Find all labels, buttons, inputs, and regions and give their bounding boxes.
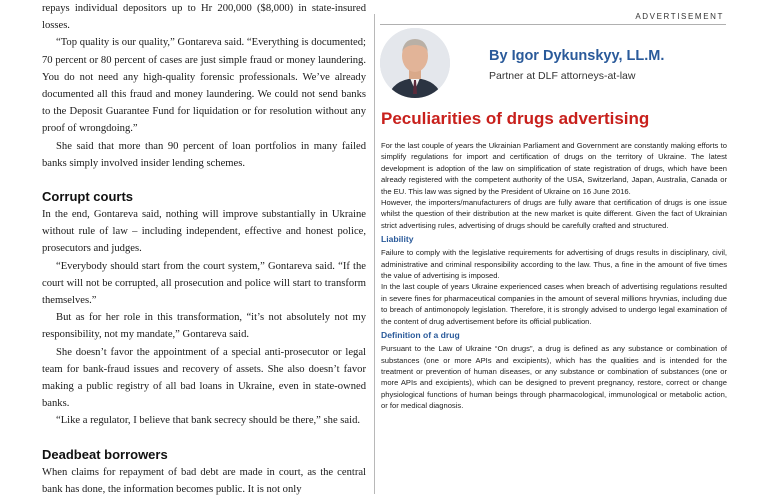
ad-paragraph: In the last couple of years Ukraine experienced cases when breach of advertising regulations resulted in severe fines for pharmaceutical companies in the amount of several millions hryvnias, including due to breach of antimonopoly legislation. Therefore, it is strongly advised to undergo legal examination of the content of drug advertisement before its official publication. (381, 282, 727, 326)
article-paragraph: repays individual depositors up to Hr 200,000 ($8,000) in state-insured losses. (42, 3, 366, 32)
advertisement-title: Peculiarities of drugs advertising (381, 109, 650, 128)
article-paragraph: In the end, Gontareva said, nothing will improve substantially in Ukraine without rule of law – including independent, effective and honest police, prosecutors and judges. (42, 209, 366, 255)
article-subheading: Corrupt courts (42, 189, 133, 205)
article-column (42, 0, 366, 498)
article-paragraph: She doesn’t favor the appointment of a special anti-prosecutor or legal team for bank-fraud issues and recovery of assets. She also doesn’t favor making a public registry of all bad loans in Ukraine, even in state-owned banks. (42, 346, 366, 410)
advertisement-label: ADVERTISEMENT (635, 12, 724, 21)
ad-subheading: Definition of a drug (381, 330, 460, 341)
ad-paragraph: For the last couple of years the Ukrainian Parliament and Government are constantly making efforts to simplify regulations for import and certification of drugs on the territory of Ukraine. The latest development is adoption of the law on simplification of state registration of drugs, which have been already registered with the competent authority of the USA, Switzerland, Japan, Australia, Canada or the EU. This law was signed by the President of Ukraine on 16 June 2016. (381, 141, 727, 196)
article-paragraph: She said that more than 90 percent of loan portfolios in many failed banks simply involved insider lending schemes. (42, 140, 366, 169)
article-subheading: Deadbeat borrowers (42, 446, 168, 462)
ad-paragraph: However, the importers/manufacturers of drugs are fully aware that certification of drugs is one issue whilst the question of their distribution at the new market is quite different. Given the fact of Ukrainian strict advertising rules, advertising of drugs should be carefully crafted and structured. (381, 198, 727, 230)
article-paragraph: When claims for repayment of bad debt are made in court, as the central bank has done, the information becomes public. It is not only (42, 466, 366, 495)
column-divider (374, 14, 375, 494)
article-paragraph: “Top quality is our quality,” Gontareva said. “Everything is documented; 70 percent or 80 percent of cases are just simple fraud or money laundering. You do not need any high-quality forensic professionals. We’ve already documented all this fraud and money laundering. We could not send banks to the Deposit Guarantee Fund for liquidation or for resolution without any proof of wrongdoing.” (42, 37, 366, 135)
author-name: By Igor Dykunskyy, LL.M. (489, 48, 665, 64)
author-title: Partner at DLF attorneys-at-law (489, 70, 636, 82)
author-portrait (380, 28, 450, 98)
ad-subheading: Liability (381, 234, 414, 245)
article-paragraph: But as for her role in this transformation, “it’s not absolutely not my responsibility, not my mandate,” Gontareva said. (42, 312, 366, 341)
ad-paragraph: Pursuant to the Law of Ukraine “On drugs”, a drug is defined as any substance or combination of substances (one or more APIs and excipients), which has the qualities and is intended for the treatment or prevention of human diseases, or any substance or combination of substances (one or more APIs and excipients), which can be designed to prevent pregnancy, restore, correct or change physiological functions of human beings through pharmacological, immunological or metabolic action, or for medical diagnosis. (381, 344, 727, 411)
ad-paragraph: Failure to comply with the legislative requirements for advertising of drugs results in disciplinary, civil, administrative and criminal responsibility according to the law. Thus, a fine in the amount of five times the value of advertising is imposed. (381, 248, 727, 281)
article-paragraph: “Like a regulator, I believe that bank secrecy should be there,” she said. (56, 415, 361, 427)
author-photo-icon (380, 28, 450, 98)
advertisement-rule (380, 24, 726, 25)
article-paragraph: “Everybody should start from the court system,” Gontareva said. “If the court will not be corrupted, all prosecution and police will start to transform themselves.” (42, 260, 366, 307)
advertisement-body (381, 140, 727, 412)
